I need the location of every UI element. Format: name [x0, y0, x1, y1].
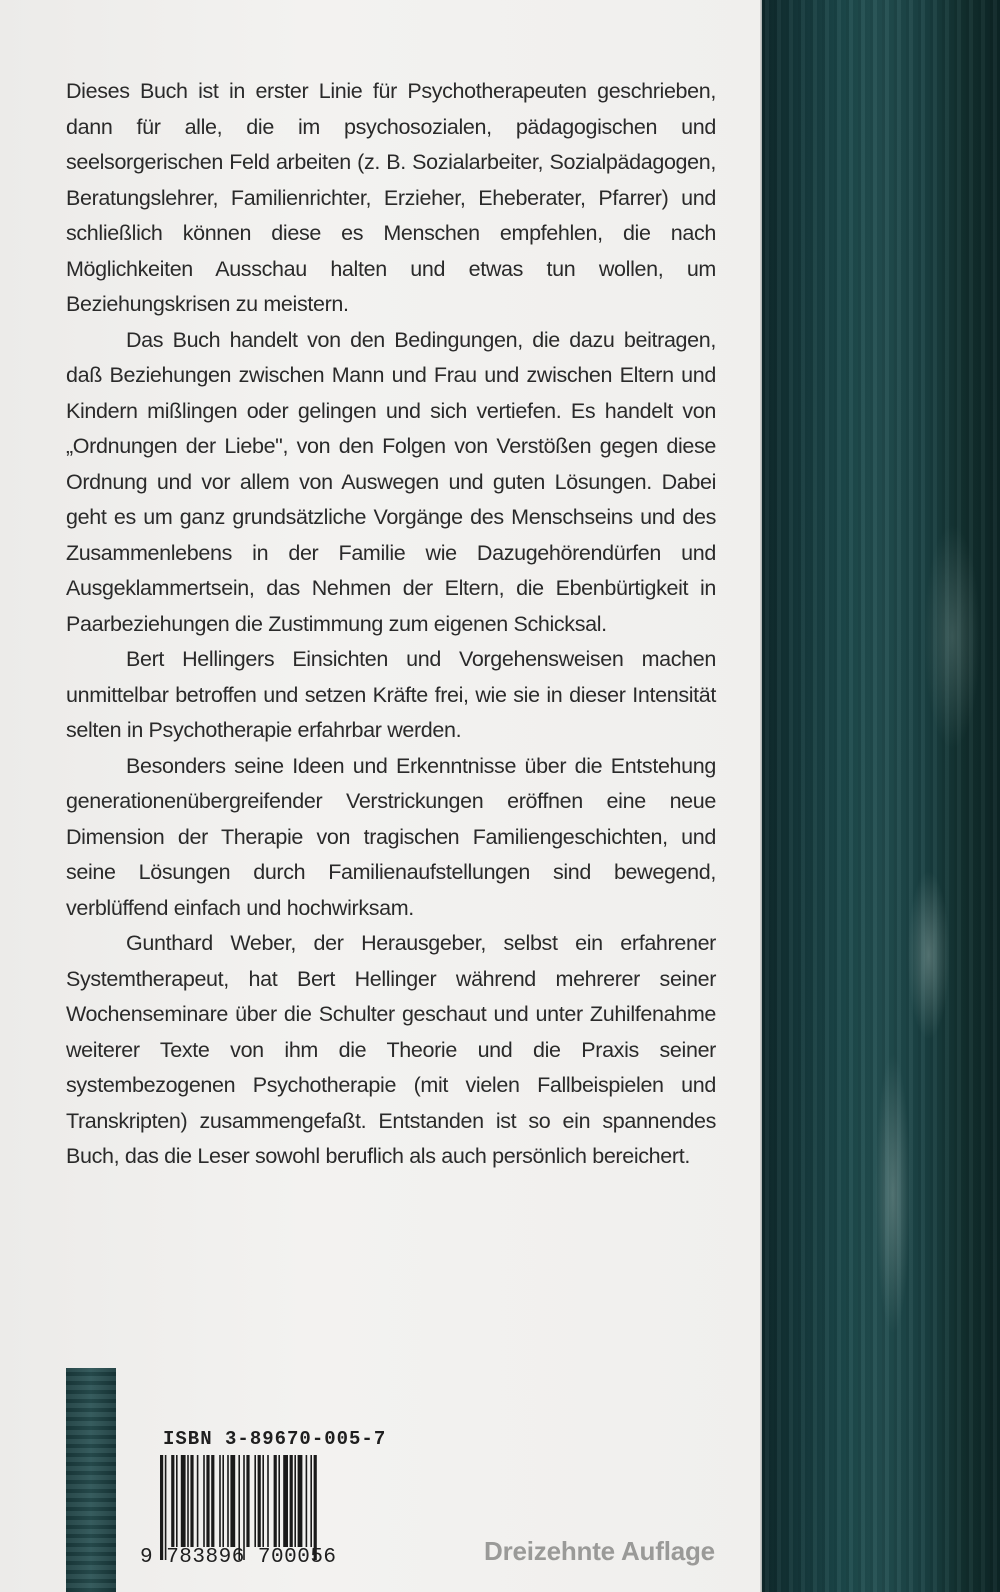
blurb-paragraph-2: Das Buch handelt von den Bedingungen, die dazu beitragen, daß Beziehungen zwischen Mann und Frau und zwischen Eltern und Kindern mißlingen oder gelingen und sich vertiefen. Es handelt von „Ordnungen der Liebe", von den Folgen von Verstößen gegen diese Ordnung und vor allem von Auswegen und guten Lösungen. Dabei geht es um ganz grundsätzliche Vorgänge des Menschseins und des Zusammenlebens in der Familie wie Dazugehörendürfen und Ausgeklammertsein, das Nehmen der Eltern, die Ebenbürtigkeit in Paarbeziehungen die Zustimmung zum eigenen Schicksal. [66, 327, 716, 636]
blurb-paragraph-4: Besonders seine Ideen und Erkenntnisse über die Entstehung generationenübergreifender Verstrickungen eröffnen eine neue Dimension der Therapie von tragischen Familiengeschichten, und seine Lösungen durch Familienaufstellungen sind bewegend, verblüffend einfach und hochwirksam. [66, 753, 716, 920]
blurb-paragraph-3: Bert Hellingers Einsichten und Vorgehensweisen machen unmittelbar betroffen und setzen Kräfte frei, wie sie in dieser Intensität selten in Psychotherapie erfahrbar werden. [66, 647, 716, 742]
barcode-icon [160, 1455, 372, 1560]
barcode-digits: 9 783896 700056 [140, 1546, 337, 1569]
blurb-paragraph-5: Gunthard Weber, der Herausgeber, selbst ein erfahrener Systemtherapeut, hat Bert Hellinger während mehrerer seiner Wochenseminare über die Schulter geschaut und unter Zuhilfenahme weiterer Texte von ihm die Theorie und die Praxis seiner systembezogenen Psychotherapie (mit vielen Fallbeispielen und Transkripten) zusammengefaßt. Entstanden ist so ein spannendes Buch, das die Leser sowohl beruflich als auch persönlich bereichert. [66, 931, 716, 1168]
blurb-paragraph-1: Dieses Buch ist in erster Linie für Psychotherapeuten geschrieben, dann für alle, die im psychosozialen, pädagogischen und seelsorgerischen Feld arbeiten (z. B. Sozialarbeiter, Sozialpädagogen, Beratungslehrer, Familienrichter, Erzieher, Eheberater, Pfarrer) und schließlich können diese es Menschen empfehlen, die nach Möglichkeiten Ausschau halten und etwas tun wollen, um Beziehungskrisen zu meistern. [66, 79, 716, 316]
isbn-label: ISBN 3-89670-005-7 [163, 1428, 387, 1450]
edition-label: Dreizehnte Auflage [484, 1536, 715, 1566]
blurb-text [66, 74, 716, 1175]
decorative-strip [66, 1368, 116, 1592]
painted-spine [762, 0, 1000, 1592]
